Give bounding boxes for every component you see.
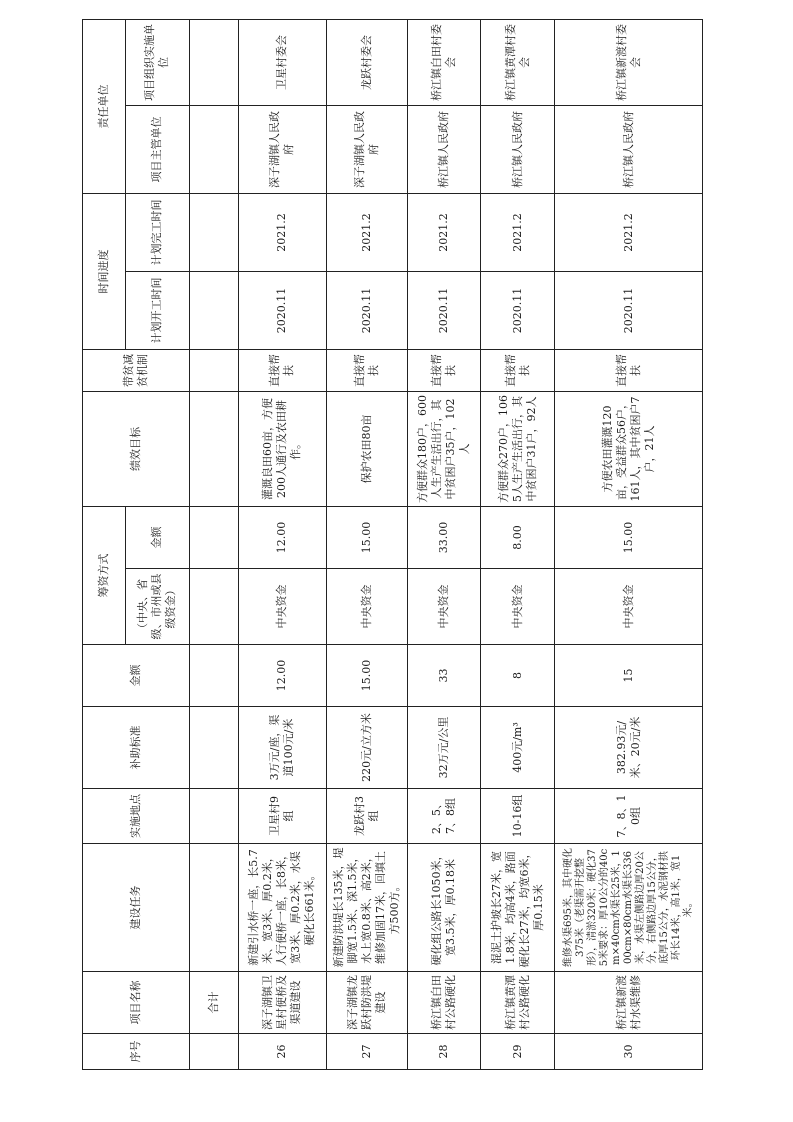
row-mechanism: 直接帮扶: [555, 350, 703, 392]
row-amount: 33: [407, 645, 480, 707]
row-implementer: 桥江镇新渡村委会: [555, 20, 703, 106]
header-amount: 金额: [83, 645, 190, 707]
row-target: 方便群众270户，1065人生产生活出行，其中贫困户31户，92人: [480, 392, 554, 507]
row-name: 桥江镇白田村公路硬化: [407, 972, 480, 1034]
header-mechanism: 带贫减贫机制: [83, 350, 190, 392]
header-start: 计划开工时间: [126, 272, 190, 350]
row-standard: 382.93元/米、20元/米: [555, 707, 703, 789]
row-task: 混泥土护坡长27米，宽1.8米，均高4米，路面硬化长27米，均宽6米，厚0.15米: [480, 844, 554, 972]
row-start: 2020.11: [480, 272, 554, 350]
row-location: 2、5、7、8组: [407, 789, 480, 844]
row-amount: 8: [480, 645, 554, 707]
header-name: 项目名称: [83, 972, 190, 1034]
row-standard: 220元/立方米: [326, 707, 407, 789]
row-mechanism: 直接帮扶: [407, 350, 480, 392]
row-amount: 15: [555, 645, 703, 707]
row-implementer: 桥江镇白田村委会: [407, 20, 480, 106]
header-funding-source: （中央、省级、市州或县级资金）: [126, 569, 190, 645]
row-supervisor: 桥江镇人民政府: [555, 106, 703, 194]
header-target: 绩效目标: [83, 392, 190, 507]
header-funding-group: 筹资方式: [83, 507, 126, 645]
row-location: 10-16组: [480, 789, 554, 844]
table-row: [407, 20, 480, 1070]
total-label: 合计: [189, 972, 239, 1034]
row-source: 中央资金: [326, 569, 407, 645]
header-location: 实施地点: [83, 789, 190, 844]
row-standard: 3万元/座，渠道100元/米: [239, 707, 326, 789]
row-mechanism: 直接帮扶: [326, 350, 407, 392]
row-end: 2021.2: [555, 194, 703, 272]
row-task: 新建引水桥一座，长5.7米、宽3米、厚0.2米，人行便桥一座，长8米，宽3米、厚0.2米，水渠硬化长661米。: [239, 844, 326, 972]
row-amount: 15.00: [326, 645, 407, 707]
row-seq: 27: [326, 1034, 407, 1070]
row-amount: 12.00: [239, 645, 326, 707]
row-mechanism: 直接帮扶: [239, 350, 326, 392]
table-row: [326, 20, 407, 1070]
row-fund: 33.00: [407, 507, 480, 569]
row-name: 深子湖镇龙跃村防洪堤建设: [326, 972, 407, 1034]
row-start: 2020.11: [326, 272, 407, 350]
header-resp-group: 责任单位: [83, 20, 126, 194]
header-row-1: [83, 20, 126, 1070]
row-end: 2021.2: [326, 194, 407, 272]
row-start: 2020.11: [407, 272, 480, 350]
row-name: 深子湖镇卫星村便桥及渠道建设: [239, 972, 326, 1034]
row-fund: 15.00: [326, 507, 407, 569]
row-standard: 32万元/公里: [407, 707, 480, 789]
row-task: 新建防洪堤长135米，堤脚宽1.5米、深1.5米，水上宽0.8米、高2米，维修加固17米，回填土方500方。: [326, 844, 407, 972]
row-standard: 400元/m³: [480, 707, 554, 789]
row-location: 龙跃村3组: [326, 789, 407, 844]
header-task: 建设任务: [83, 844, 190, 972]
row-start: 2020.11: [555, 272, 703, 350]
row-source: 中央资金: [480, 569, 554, 645]
row-target: 方便农田灌溉120亩，受益群众56户，161人，其中贫困户7户，21人: [555, 392, 703, 507]
row-task: 硬化组公路长1050米，宽3.5米，厚0.18米: [407, 844, 480, 972]
row-name: 桥江镇黄潭村公路硬化: [480, 972, 554, 1034]
row-task: 维修水渠695米，其中硬化375米（老渠需开挖整形），清淤320米；硬化375米要求：厚10公分的40cm×40cm水渠长25米，100cm×80cm水渠长336米，水渠左侧路边厚20公分，右侧路边厚15公分，底厚15公分，水泥钢材拱环长14米，高1米，宽1米。: [555, 844, 703, 972]
row-seq: 30: [555, 1034, 703, 1070]
row-fund: 12.00: [239, 507, 326, 569]
row-supervisor: 桥江镇人民政府: [480, 106, 554, 194]
row-end: 2021.2: [239, 194, 326, 272]
row-supervisor: 深子湖镇人民政府: [239, 106, 326, 194]
row-supervisor: 深子湖镇人民政府: [326, 106, 407, 194]
row-source: 中央资金: [239, 569, 326, 645]
row-mechanism: 直接帮扶: [480, 350, 554, 392]
row-location: 卫星村9组: [239, 789, 326, 844]
row-target: 方便群众180户，600人生产生活出行，其中贫困户35户，102人: [407, 392, 480, 507]
row-seq: 29: [480, 1034, 554, 1070]
row-end: 2021.2: [407, 194, 480, 272]
table-row: [480, 20, 554, 1070]
row-implementer: 卫星村委会: [239, 20, 326, 106]
row-location: 7、8、10组: [555, 789, 703, 844]
header-end: 计划完工时间: [126, 194, 190, 272]
project-table: [82, 19, 703, 1070]
header-standard: 补助标准: [83, 707, 190, 789]
header-time-group: 时间进度: [83, 194, 126, 350]
row-fund: 15.00: [555, 507, 703, 569]
row-implementer: 龙跃村委会: [326, 20, 407, 106]
total-row: [189, 20, 239, 1070]
header-supervisor: 项目主管单位: [126, 106, 190, 194]
row-fund: 8.00: [480, 507, 554, 569]
header-funding-amount: 金额: [126, 507, 190, 569]
row-supervisor: 桥江镇人民政府: [407, 106, 480, 194]
row-target: 保护农田80亩: [326, 392, 407, 507]
row-seq: 28: [407, 1034, 480, 1070]
row-source: 中央资金: [407, 569, 480, 645]
header-seq: 序号: [83, 1034, 190, 1070]
header-implementer: 项目组织实施单位: [126, 20, 190, 106]
row-start: 2020.11: [239, 272, 326, 350]
row-source: 中央资金: [555, 569, 703, 645]
table-row: [239, 20, 326, 1070]
row-end: 2021.2: [480, 194, 554, 272]
row-target: 灌溉良田60亩，方便200人通行及农田耕作。: [239, 392, 326, 507]
row-seq: 26: [239, 1034, 326, 1070]
row-name: 桥江镇新渡村水渠维修: [555, 972, 703, 1034]
table-row: [555, 20, 703, 1070]
row-implementer: 桥江镇黄潭村委会: [480, 20, 554, 106]
